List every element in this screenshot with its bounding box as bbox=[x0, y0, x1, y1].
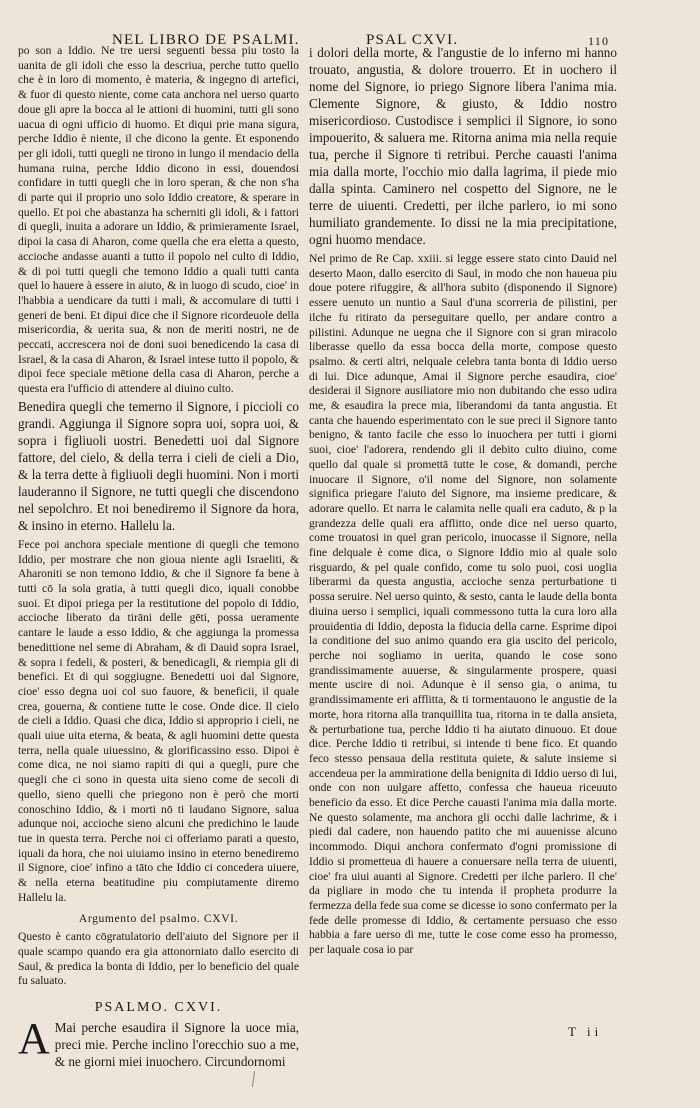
drop-cap-initial: A bbox=[18, 1013, 50, 1063]
psalm-heading: PSALMO. CXVI. bbox=[94, 999, 223, 1015]
commentary-paragraph: po son a Iddio. Ne tre uersi seguenti bessa piu tosto la uanita de gli idoli che esso la descriua, perche tutto quello che è in loro di momento, è materia, & ingegno di artefici, & fuor di questo niente, come cata anchora nel uerso quarto doue gli apre la bocca al le attioni di huomini, tutti gli sono uacua di ogni ufficio di huomo. Et diqui prie mana sigura, perche Iddio è niente, il che dicono la gente. Et esponendo per gli idoli, tutti quegli ne tirono in lungo il mendacio della humana ruina, perche Iddio dicono in essi, douendosi confidare in tutti quegli che in loro speran, & che non s'ha di parte qui il proprio uno solo Iddio creatore, & sperare in quello. Et poi che abastanza ha scherniti gli idoli, & i fattori di quegli, inuita a adorare un Iddio, & primieramente Israel, dipoi la casa di Aharon, come quella che era eletta a questo, accioche andasse auanti a tutto il popolo nel culto di Iddio, & di poi tutti quegli che temono Iddio a quali tutti canta quel lo hauere à essere in aiuto, & in luogo di scudo, cioe' in l'habbia a uendicare da tutti i mali, & accomulare di tutti i generi de beni. Et dipui dice che il Signore ricordeuole della misericordia, & uerita sua, & non de meriti nostri, ne de peccati, accrescera noi de doni suoi benedicendo la casa di Israel, & la casa di Aharon, & Israel intese tutto il popolo, & dipoi fece speciale mētione della casa di Aharon, perche a questa era l'ufficio di attendere al diuino culto. bbox=[18, 44, 299, 396]
argument-heading: Argumento del psalmo. CXVI. bbox=[78, 912, 239, 926]
psalm-text-paragraph: i dolori della morte, & l'angustie de lo inferno mi hanno trouato, angustia, & dolore trouerro. Et in uochero il nome del Signore, io priego Signore libera l'anima mia. Clemente Signore, & giusto, & Iddio nostro misericordioso. Custodisce i semplici il Signore, io sono impouerito, & saluera me. Ritorna anima mia nella requie tua, perche il Signore ti retribui. Perche cauasti l'anima mia dalla morte, l'occhio mio dalla lagrima, il piede mio dalla spinta. Caminero nel cospetto del Signore, ne le terre de uiuenti. Credetti, per ilche parlero, io mi sono humiliato grandemente. Io dissi ne la mia precipitatione, ogni huomo mendace. bbox=[309, 45, 617, 247]
folio-number: 110 bbox=[588, 34, 610, 48]
right-column bbox=[309, 44, 617, 1054]
psalm-text-paragraph: Benedira quegli che temerno il Signore, i piccioli co grandi. Aggiunga il Signore sopra uoi, sopra uoi, & sopra i figliuoli uostri. Benedetti uoi dal Signore fattore, del cielo, & della terra i cieli de cieli a Dio, & la terra dette à figliuoli degli huomini. Non i morti lauderanno il Signore, ne tutti quegli che discendono nel sepolchro. Et noi benediremo il Signore da hora, & insino in eterno. Hallelu la. bbox=[18, 398, 299, 533]
commentary-paragraph: Fece poi anchora speciale mentione di quegli che temono Iddio, per mostrare che non gioua niente agli Israeliti, & Aharoniti se non temono Iddio, & che il Signore fa bene à tutti cō la sola gratia, à tutti quegli dico, iquali conobbe suoi. Et dipoi priega per la restitutione del popolo di Iddio, accioche liberato da tirāni delle gēti, possa ueramente cantare le laude a esso Iddio, & che aggiunga la promessa benedittione nel seme di Abraham, & di Dauid sopra Israel, & sopra i fedeli, & posteri, & benedicagli, & riempia gli di benefici. Et di qui soggiugne. Benedetti uoi dal Signore, cioe' esso degna uoi col suo fauore, & beneficii, il quale crea, gouerna, & contiene tutte le cose. Onde dice. Il cielo de cieli a Iddio. Quasi che dica, Iddio si approprio i cieli, ne quali uiue uita eterna, & beata, & agli huomini dette questa terra, nella quale uiuessino, & glorificassino esso. Dipoi è come dica, ne noi siamo rapiti di qui a quegli, pure che quegli che ci sono in questa uita sieno come de secoli di quello, sieno quelli che priegono non è però che morti conoschino Iddio, & i morti nō ti laudano Signore, salua adunque noi, accioche sieno alcuni che predichino le laude tue in questa terra. Perche noi ci offeriamo parati a questo, iquali da hora, che noi uiuiamo insino in eterno benediremo il Signore, cioe' infino a tāto che Iddio ci concedera uiuere, & nella eterna beatitudine piu compiutamente diremo Hallelu la. bbox=[18, 537, 299, 904]
running-head-title: NEL LIBRO DE PSALMI. bbox=[112, 32, 300, 48]
signature-mark: T ii bbox=[568, 1024, 603, 1039]
left-column bbox=[18, 44, 299, 1069]
psalm-opening-paragraph bbox=[18, 1013, 299, 1070]
stray-ink-mark bbox=[252, 1071, 255, 1087]
commentary-paragraph: Nel primo de Re Cap. xxiii. si legge essere stato cinto Dauid nel deserto Maon, dallo esercito di Saul, in modo che non haueua piu doue potere rifuggire, & all'hora subito (disponendo il Signore) essere uenuto un nuntio a Saul d'una scorreria de pilistini, per ilche fu ritirato da perseguitare quello, per andare contro a pilistini. Adunque ne uegna che il Signore con si gran miracolo liberasse quello da essa bocca della morte, compose questo psalmo. & certi altri, nelquale celebra tanta bonta di Iddio uerso di lui. Dice adunque, Amai il Signore perche esaudira, cioe' desiderai il Signore ausiliatore mio non dubitando che esso udira me, & esaudira la prece mia, liberandomi da tanta angustia. Et canta che hauendo esperimentato con le sue preci il Signore tanto benigno, & tanto facile che esso lo inuochera per tutti i giorni suoi, cioe' l'adorera, rendendo gli il debito culto diuino, come quello dal quale si promettā tutte le cose, & domandi, perche inuocare il Signore, o'il nome del Signore, non solamente significa priegare l'aiuto del Signore, ma insieme predicare, & adorare quello. Et narra le calamita nelle quali era caduto, & p la grandezza delle quali era afflitto, onde dice nel uerso quarto, come trouatosi in quel gran pericolo, inuocasse il Signore, nella fine delquale è come dica, o Signore Iddio mio al quale solo risguardo, & pel quale confido, come tu solo puoi, cosi uoglia liberarmi da questa angustia, accioche senza perturbatione ti possa seruire. Nel uerso quinto, & sesto, canta le laude della bonta diuina uerso i semplici, iquali commessono tutta la cura loro alla prouidentia di Iddio, deposta la fiducia della carne. Esprime dipoi la conditione del suo animo quando era gia uscito del pericolo, perche noi sogliamo in uerita, quando le cose sono grandissimamente auuerse, & singularmente prospere, quasi mente uscire di noi. Adunque è il senso gia, o anima, tu grandissimamente eri afflitta, & ti tormentauono le angustie de la morte, hora ritorna alla tranquillita tua, ritorna in te dalla ansieta, & perturbatione tua, perche Iddio ti ha aiutato dinuouo. Et doue dice. Perche Iddio ti retribui, si intende ti bene fico. Et quando feco stesso pensaua della restituta quiete, & salute insieme si accendeua per la ammiratione della benignita di Iddio uerso di lui, onde con non uulgare affetto, confessa che haueua riceuuto beneficio da esso. Et dice Perche cauasti l'anima mia dalla morte. Ne questo solamente, ma anchora gli occhi dalle lachrime, & i piedi dal cadere, non hauendo patito che mi auuenisse alcuno incommodo. Diqui anchora confermato d'ogni promissione di Iddio si prometteua di hauere a conuersare nella terra de uiuenti, cioe' fra uiui auanti al Signore. Credetti per ilche parlero. Il che' da pigliare in modo che tu intenda il propheta produrre la fermezza della fede sua come se dicesse io sono confermato per la fede delle promesse di Iddio, & certamente persuaso che esso habbia a fare uerso di me, tutte le cose come esso ha promesso, per laquale cosa io par bbox=[309, 252, 617, 957]
running-head-psalm: PSAL CXVI. bbox=[366, 32, 459, 48]
psalm-opening-text: Mai perche esaudira il Signore la uoce mia, preci mie. Perche inclino l'orecchio suo a me, & ne giorni miei inuochero. Circundornomi bbox=[54, 1019, 299, 1069]
argument-paragraph: Questo è canto cōgratulatorio dell'aiuto del Signore per il quale scampo quando era gia attonorniato dallo esercito di Saul, & predica la bonta di Iddio, per lo beneficio del quale fu saluato. bbox=[18, 930, 299, 988]
